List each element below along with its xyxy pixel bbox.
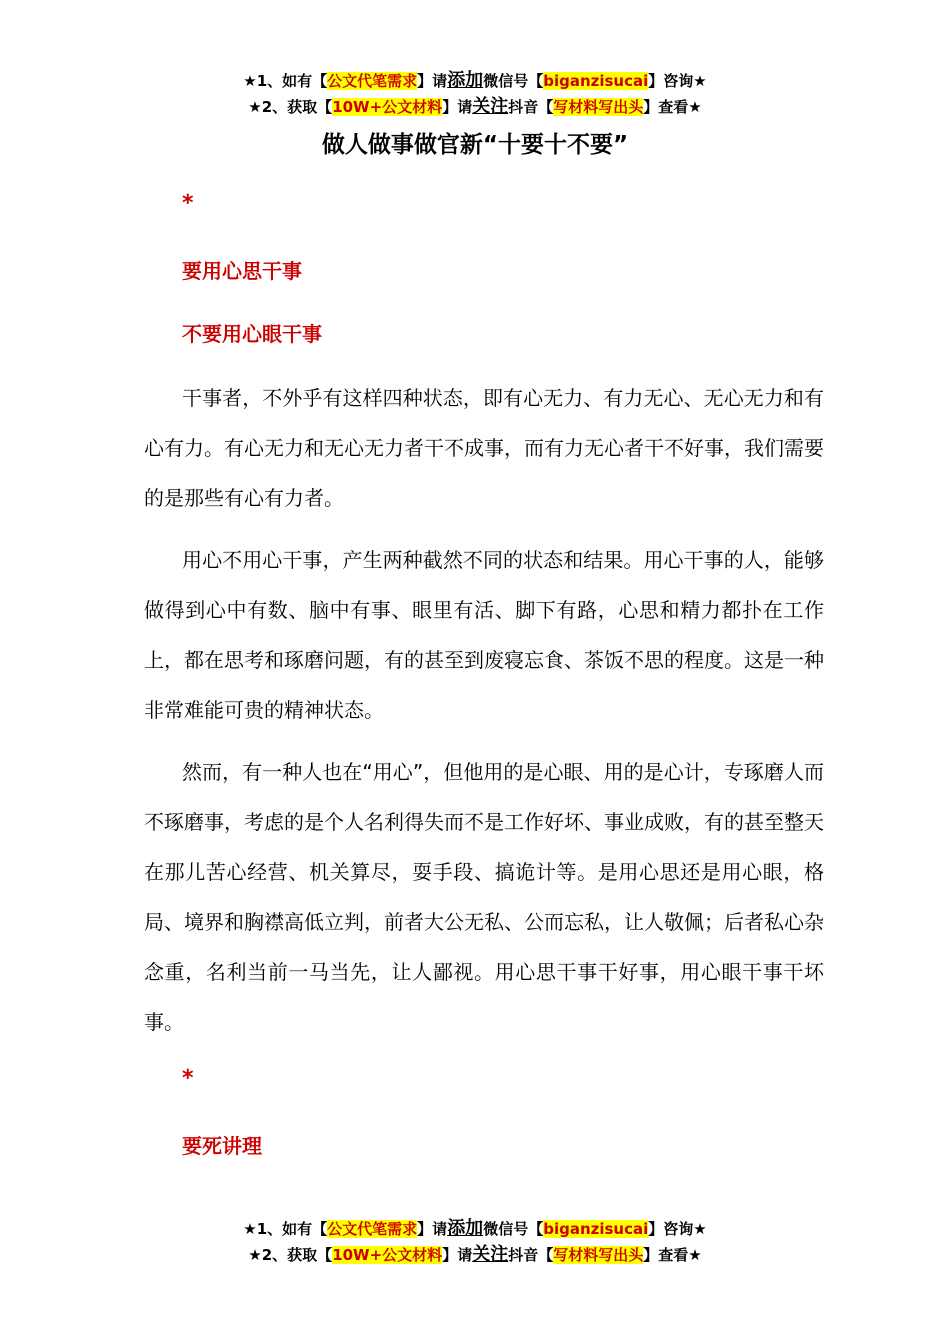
section-marker: * [182, 1066, 194, 1091]
section-marker: * [182, 191, 194, 216]
banner-text: 】查看★ [643, 98, 702, 116]
page-title: 做人做事做官新“十要十不要” [321, 132, 629, 158]
document-body [144, 186, 824, 1161]
banner-emphasis: 添加 [447, 70, 484, 91]
banner-text: 】请 [417, 72, 448, 90]
section-heading: 要用心思干事 [182, 259, 302, 283]
banner-text: 】请 [417, 1220, 448, 1238]
footer-banner [0, 1216, 950, 1268]
section-subheading: 不要用心眼干事 [182, 322, 322, 346]
banner-douyin-id: 写材料写出头 [553, 98, 644, 116]
banner-wechat-id: biganzisucai [543, 72, 649, 90]
banner-text: 抖音【 [508, 1246, 554, 1264]
banner-emphasis: 添加 [447, 1218, 484, 1239]
banner-text: 】咨询★ [648, 72, 707, 90]
banner-text: ★1、如有【 [243, 1220, 328, 1238]
banner-wechat-id: biganzisucai [543, 1220, 649, 1238]
banner-text: ★1、如有【 [243, 72, 328, 90]
banner-text: ★2、获取【 [248, 1246, 333, 1264]
paragraph: 用心不用心干事，产生两种截然不同的状态和结果。用心干事的人，能够做得到心中有数、脑中有事、眼里有活、脚下有路，心思和精力都扑在工作上，都在思考和琢磨问题，有的甚至到废寝忘食、茶饭不思的程度。这是一种非常难能可贵的精神状态。 [144, 548, 824, 722]
banner-highlight: 公文代笔需求 [327, 1220, 418, 1238]
banner-emphasis: 关注 [472, 96, 509, 117]
banner-line-2 [0, 94, 950, 120]
banner-highlight: 10W+公文材料 [332, 1246, 443, 1264]
banner-line-1 [0, 1216, 950, 1242]
banner-text: 微信号【 [483, 72, 544, 90]
banner-highlight: 10W+公文材料 [332, 98, 443, 116]
banner-text: 】查看★ [643, 1246, 702, 1264]
header-banner [0, 68, 950, 120]
paragraph: 干事者，不外乎有这样四种状态，即有心无力、有力无心、无心无力和有心有力。有心无力和无心无力者干不成事，而有力无心者干不好事，我们需要的是那些有心有力者。 [144, 386, 824, 510]
banner-text: 】请 [442, 1246, 473, 1264]
banner-emphasis: 关注 [472, 1244, 509, 1265]
banner-text: ★2、获取【 [248, 98, 333, 116]
paragraph: 然而，有一种人也在“用心”，但他用的是心眼、用的是心计，专琢磨人而不琢磨事，考虑的是个人名利得失而不是工作好坏、事业成败，有的甚至整天在那儿苦心经营、机关算尽，耍手段、搞诡计等。是用心思还是用心眼，格局、境界和胸襟高低立判，前者大公无私、公而忘私，让人敬佩；后者私心杂念重，名利当前一马当先，让人鄙视。用心思干事干好事，用心眼干事干坏事。 [144, 760, 824, 1034]
banner-text: 抖音【 [508, 98, 554, 116]
section-heading: 要死讲理 [182, 1134, 262, 1158]
banner-text: 】咨询★ [648, 1220, 707, 1238]
banner-douyin-id: 写材料写出头 [553, 1246, 644, 1264]
banner-line-1 [0, 68, 950, 94]
banner-text: 】请 [442, 98, 473, 116]
banner-line-2 [0, 1242, 950, 1268]
banner-text: 微信号【 [483, 1220, 544, 1238]
banner-highlight: 公文代笔需求 [327, 72, 418, 90]
